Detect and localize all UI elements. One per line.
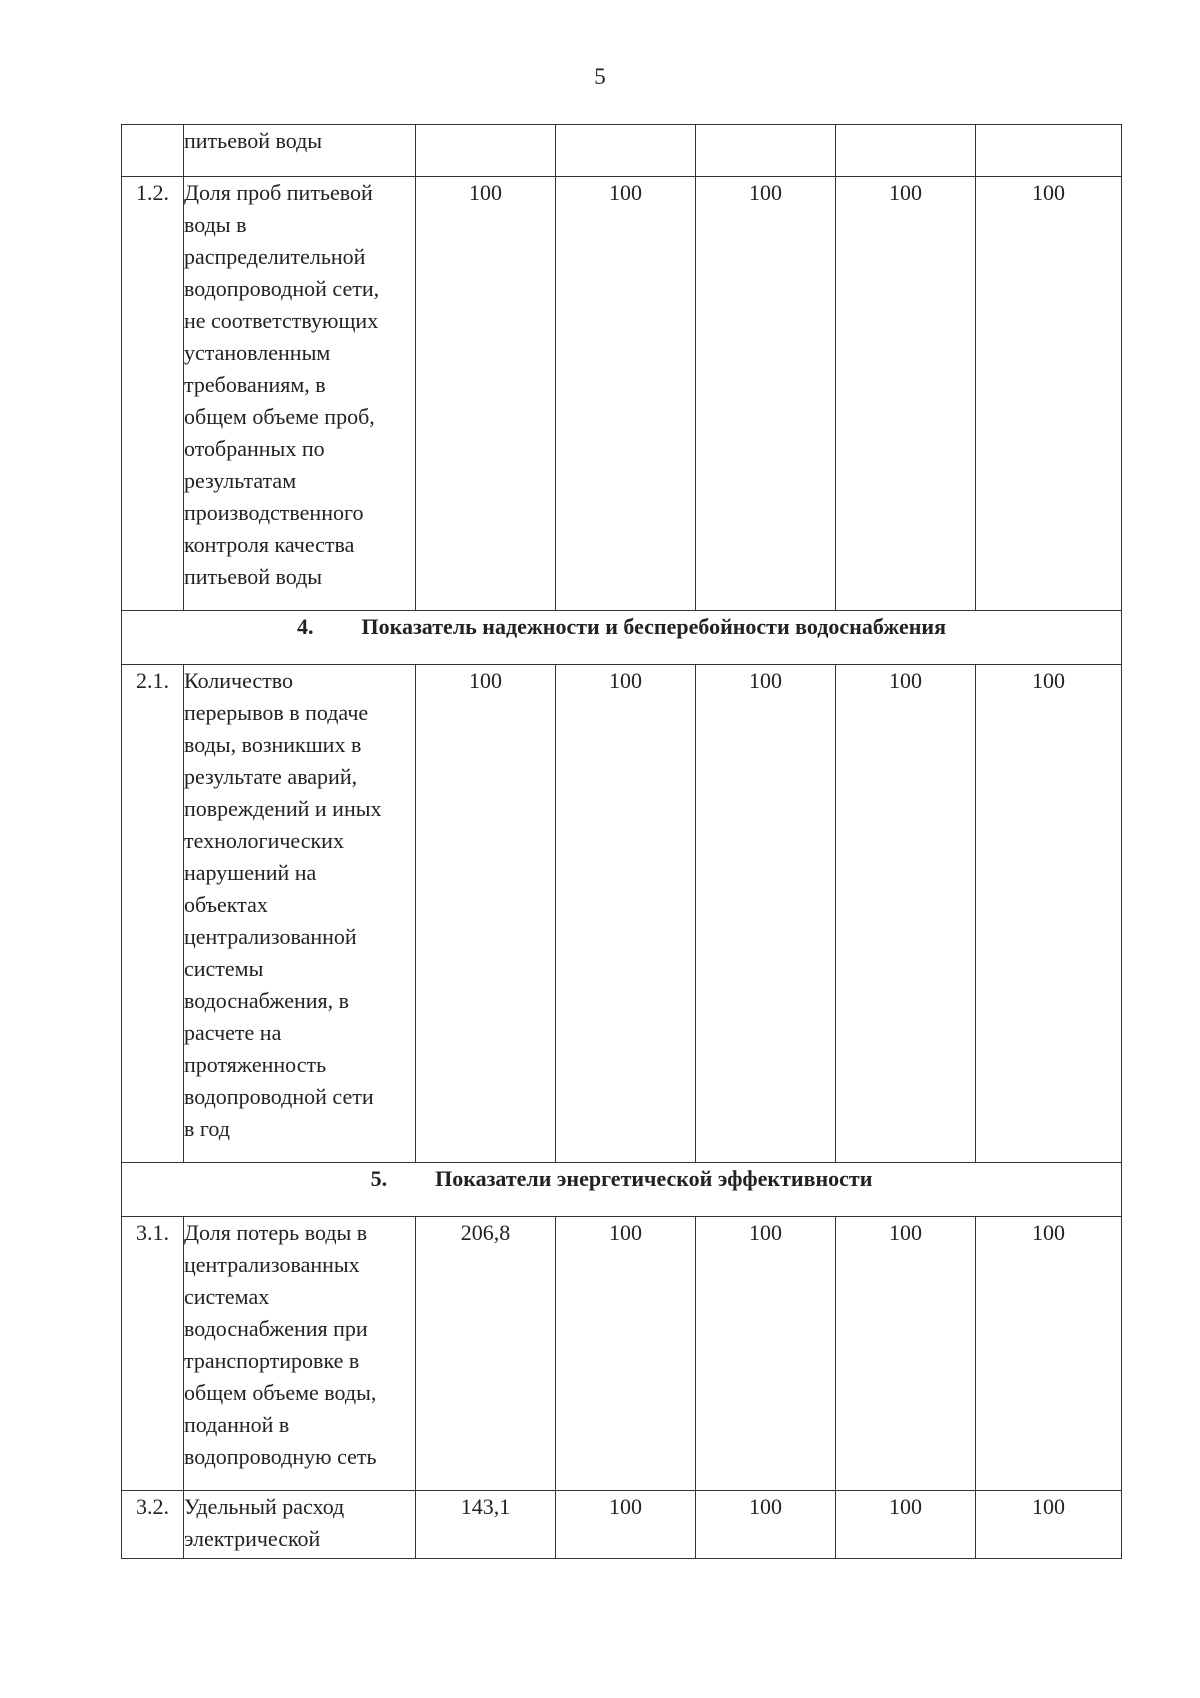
row-number: 2.1. (122, 665, 184, 1163)
row-value: 100 (976, 1217, 1122, 1491)
row-value: 100 (556, 1217, 696, 1491)
row-value: 100 (416, 177, 556, 611)
row-value: 100 (556, 1491, 696, 1559)
row-value: 100 (836, 1217, 976, 1491)
section-header (122, 1163, 1122, 1217)
row-value: 143,1 (416, 1491, 556, 1559)
row-value: 100 (836, 1491, 976, 1559)
table-row (122, 125, 1122, 177)
section-title: Показатель надежности и бесперебойности водоснабжения (361, 614, 946, 639)
row-description: Доля проб питьевой воды в распределительной водопроводной сети, не соответствующих установленным требованиям, в общем объеме проб, отобранных по результатам производственного контроля качества питьевой воды (184, 177, 416, 611)
row-value: 100 (696, 1217, 836, 1491)
row-value: 100 (976, 177, 1122, 611)
section-number: 4. (297, 614, 314, 639)
row-value: 100 (556, 177, 696, 611)
row-value (836, 125, 976, 177)
row-value: 100 (556, 665, 696, 1163)
indicators-table (121, 124, 1122, 1559)
table-row (122, 177, 1122, 611)
row-value: 206,8 (416, 1217, 556, 1491)
row-description: Доля потерь воды в централизованных системах водоснабжения при транспортировке в общем объеме воды, поданной в водопроводную сеть (184, 1217, 416, 1491)
row-value: 100 (696, 177, 836, 611)
row-value: 100 (696, 1491, 836, 1559)
row-value: 100 (976, 665, 1122, 1163)
row-number: 3.2. (122, 1491, 184, 1559)
row-value (696, 125, 836, 177)
row-description: Количество перерывов в подаче воды, возникших в результате аварий, повреждений и иных технологических нарушений на объектах централизованной системы водоснабжения, в расчете на протяженность водопроводной сети в год (184, 665, 416, 1163)
row-value (416, 125, 556, 177)
row-value: 100 (696, 665, 836, 1163)
row-value: 100 (836, 177, 976, 611)
section-title: Показатели энергетической эффективности (435, 1166, 873, 1191)
table-row (122, 1491, 1122, 1559)
section-header (122, 611, 1122, 665)
table-row (122, 665, 1122, 1163)
row-description: питьевой воды (184, 125, 416, 177)
row-value (556, 125, 696, 177)
row-number: 1.2. (122, 177, 184, 611)
section-number: 5. (370, 1166, 388, 1191)
row-value: 100 (836, 665, 976, 1163)
row-number: 3.1. (122, 1217, 184, 1491)
section-header-row (122, 1163, 1122, 1217)
section-header-row (122, 611, 1122, 665)
row-description: Удельный расход электрической (184, 1491, 416, 1559)
row-value: 100 (976, 1491, 1122, 1559)
row-number (122, 125, 184, 177)
table-row (122, 1217, 1122, 1491)
row-value: 100 (416, 665, 556, 1163)
page-number: 5 (594, 64, 606, 89)
row-value (976, 125, 1122, 177)
